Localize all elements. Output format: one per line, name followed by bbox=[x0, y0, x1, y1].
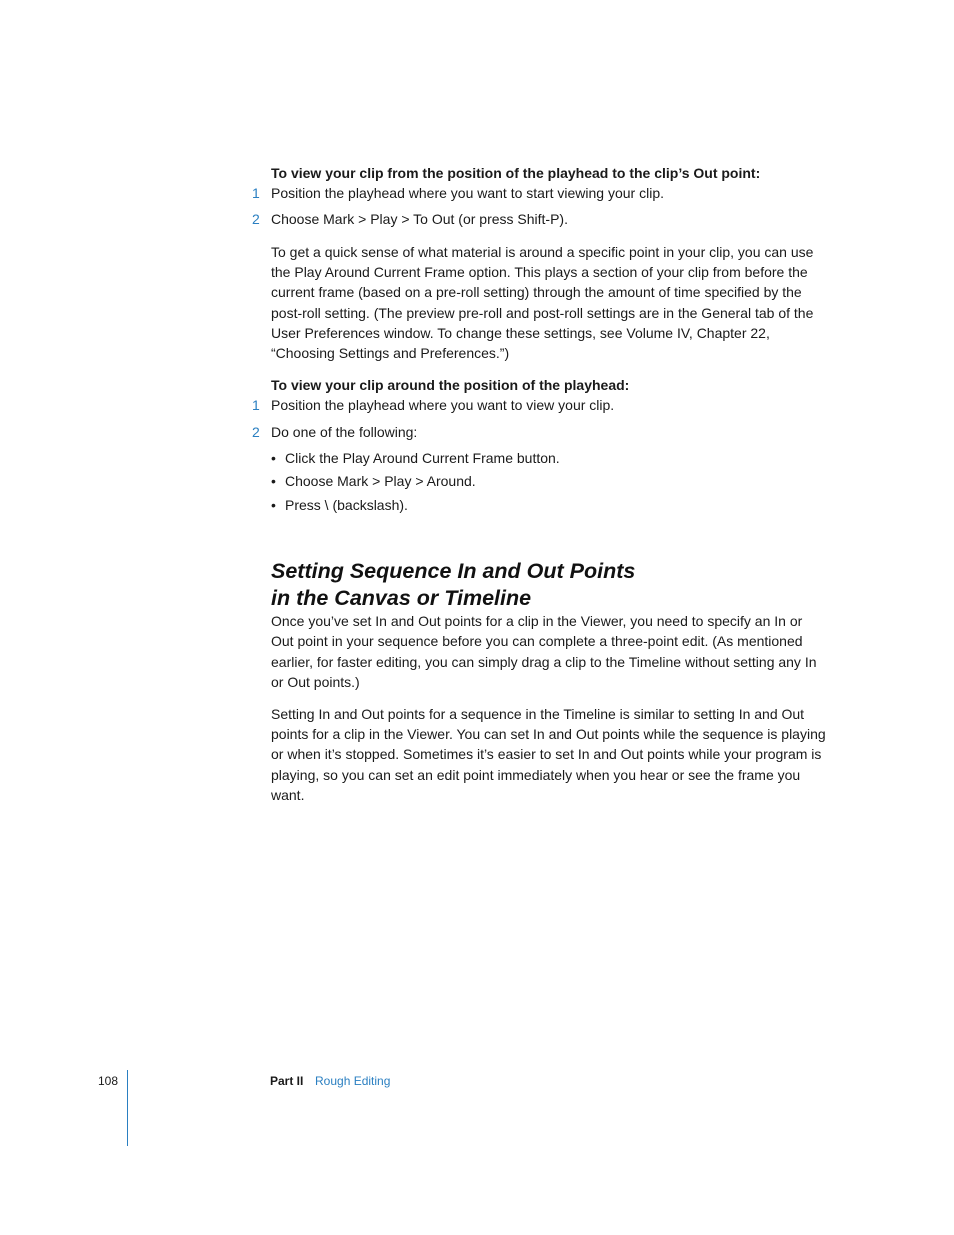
step-text: Choose Mark > Play > To Out (or press Shift-P). bbox=[271, 211, 568, 227]
step-text: Do one of the following: bbox=[271, 424, 418, 441]
bullet-marker: • bbox=[271, 450, 276, 467]
step-text: Position the playhead where you want to start viewing your clip. bbox=[271, 185, 664, 201]
step-number: 1 bbox=[252, 397, 260, 414]
step-item bbox=[252, 395, 827, 415]
step-number: 1 bbox=[252, 185, 260, 201]
step-item bbox=[252, 422, 827, 442]
bullet-item bbox=[271, 448, 827, 468]
step-number: 2 bbox=[252, 211, 260, 227]
task-heading-view-around: To view your clip around the position of the playhead: bbox=[271, 377, 630, 394]
bullet-item bbox=[271, 495, 827, 515]
step-text: Position the playhead where you want to view your clip. bbox=[271, 397, 615, 414]
bullet-text: Click the Play Around Current Frame button. bbox=[285, 450, 560, 467]
section-title bbox=[271, 558, 827, 611]
section-title-line-1: Setting Sequence In and Out Points bbox=[271, 559, 636, 584]
bullet-text: Press \ (backslash). bbox=[285, 497, 408, 514]
page-number: 108 bbox=[98, 1074, 119, 1088]
bullet-marker: • bbox=[271, 473, 276, 490]
body-paragraph: To get a quick sense of what material is around a specific point in your clip, you can use the Play Around Current Frame option. This plays a section of your clip from before the current frame (based on a pre-roll setting) through the amount of time specified by the post-roll setting. (The preview pre-roll and post-roll settings are in the General tab of the User Preferences window. To change these settings, see Volume IV, Chapter 22, “Choosing Settings and Preferences.”) bbox=[271, 244, 814, 362]
step-item bbox=[252, 209, 827, 229]
footer-divider bbox=[127, 1070, 128, 1146]
step-item bbox=[252, 183, 827, 203]
task-heading-view-to-out: To view your clip from the position of the playhead to the clip’s Out point: bbox=[271, 165, 761, 181]
bullet-item bbox=[271, 471, 827, 491]
bullet-marker: • bbox=[271, 497, 276, 514]
bullet-text: Choose Mark > Play > Around. bbox=[285, 473, 476, 490]
step-number: 2 bbox=[252, 424, 260, 441]
page-content bbox=[252, 163, 827, 805]
body-paragraph: Once you’ve set In and Out points for a clip in the Viewer, you need to specify an In or Out point in your sequence before you can complete a three-point edit. (As mentioned earlier, for faster editing, you can simply drag a clip to the Timeline without setting any In or Out points.) bbox=[271, 613, 817, 690]
body-paragraph: Setting In and Out points for a sequence in the Timeline is similar to setting In and Out points for a clip in the Viewer. You can set In and Out points while the sequence is playing or when it’s stopped. Sometimes it’s easier to set In and Out points while your program is playing, so you can set an edit point immediately when you hear or see the frame you want. bbox=[271, 706, 826, 803]
footer-part-title: Rough Editing bbox=[315, 1074, 391, 1088]
footer-part-label: Part II bbox=[270, 1074, 304, 1088]
section-title-line-2: in the Canvas or Timeline bbox=[271, 585, 532, 610]
